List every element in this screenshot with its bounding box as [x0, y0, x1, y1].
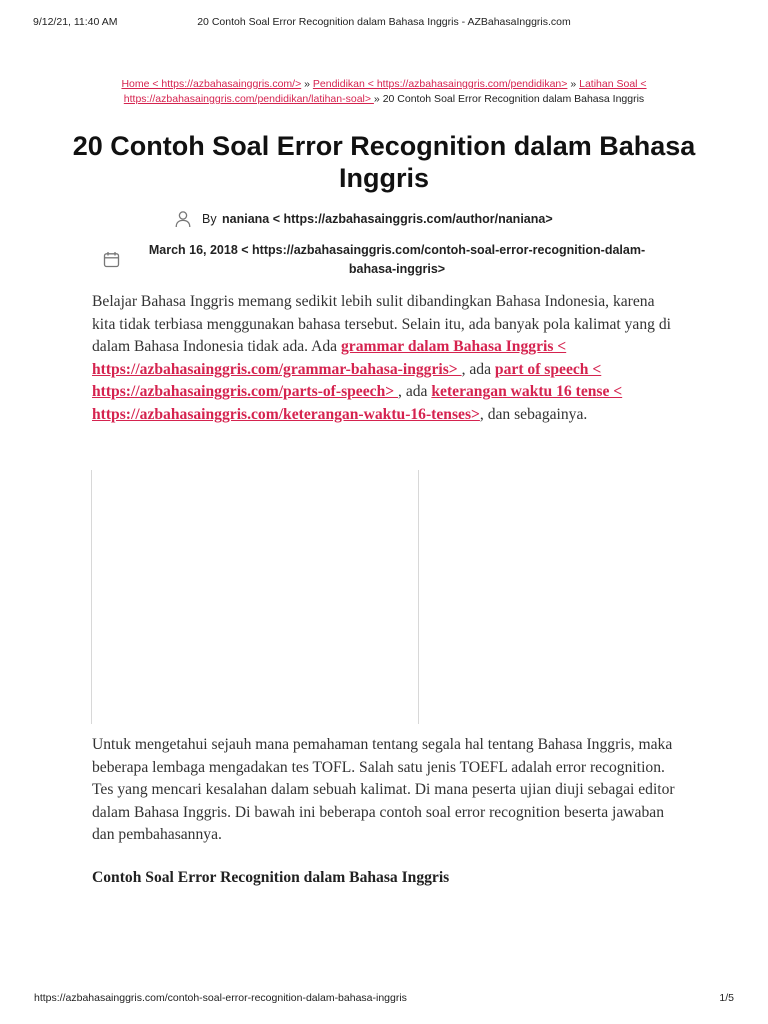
author-link[interactable]: naniana < https://azbahasainggris.com/author/naniana>: [222, 212, 553, 226]
breadcrumb-pendidikan-link[interactable]: Pendidikan < https://azbahasainggris.com/pendidikan>: [312, 78, 568, 90]
page-number: 1/5: [719, 992, 734, 1004]
tenses-link[interactable]: keterangan waktu 16 tense < https://azbahasainggris.com/keterangan-waktu-16-tenses>: [92, 383, 623, 423]
toefl-paragraph: Untuk mengetahui sejauh mana pemahaman tentang segala hal tentang Bahasa Inggris, maka beberapa lembaga mengadakan tes TOFL. Salah satu jenis TOEFL adalah error recognition. Tes yang mencari kesalahan dalam sebuah kalimat. Di mana peserta ujian diuji sebagai editor dalam Bahasa Inggris. Di bawah ini beberapa contoh soal error recognition beserta jawaban dan pembahasannya.: [92, 736, 675, 844]
page-title: 20 Contoh Soal Error Recognition dalam Bahasa Inggris: [72, 131, 696, 193]
section-heading: Contoh Soal Error Recognition dalam Bahasa Inggris: [92, 869, 450, 886]
breadcrumb-separator: »: [301, 78, 313, 90]
breadcrumb-separator: »: [567, 78, 580, 90]
calendar-icon: [103, 251, 120, 268]
part-of-speech-link[interactable]: part of speech < https://azbahasainggris.com/parts-of-speech>: [92, 360, 602, 401]
grammar-link[interactable]: grammar dalam Bahasa Inggris < https://azbahasainggris.com/grammar-bahasa-inggris>: [92, 338, 567, 378]
author-prefix: By: [202, 212, 217, 226]
print-datetime: 9/12/21, 11:40 AM: [33, 16, 118, 28]
breadcrumb-home-link[interactable]: Home < https://azbahasainggris.com/>: [121, 78, 302, 90]
print-header: [0, 16, 768, 32]
print-doc-title: 20 Contoh Soal Error Recognition dalam Bahasa Inggris - AZBahasaInggris.com: [197, 16, 571, 28]
user-icon: [174, 210, 192, 228]
breadcrumb-current: 20 Contoh Soal Error Recognition dalam Bahasa Inggris: [382, 93, 645, 105]
ad-placeholder: [91, 470, 419, 724]
print-url: https://azbahasainggris.com/contoh-soal-error-recognition-dalam-bahasa-inggris: [34, 992, 407, 1004]
breadcrumb: [90, 77, 678, 107]
breadcrumb-separator: »: [373, 93, 383, 105]
breadcrumb-latihan-soal-link[interactable]: Latihan Soal < https://azbahasainggris.com/pendidikan/latihan-soal>: [123, 78, 647, 105]
date-link[interactable]: March 16, 2018 < https://azbahasainggris.com/contoh-soal-error-recognition-dalam-bahasa-inggris>: [148, 243, 646, 276]
intro-paragraph: Belajar Bahasa Inggris memang sedikit lebih sulit dibandingkan Bahasa Indonesia, karena kita tidak terbiasa menggunakan bahasa tersebut. Selain itu, ada banyak pola kalimat yang di dalam Bahasa Indonesia tidak ada. Ada grammar dalam Bahasa Inggris < https://azbahasainggris.com/grammar-bahasa-inggris> , ada part of speech < https://azbahasainggris.com/parts-of-speech> , ada keterangan waktu 16 tense < https://azbahasainggris.com/keterangan-waktu-16-tenses>, dan sebagainya.: [92, 293, 671, 423]
